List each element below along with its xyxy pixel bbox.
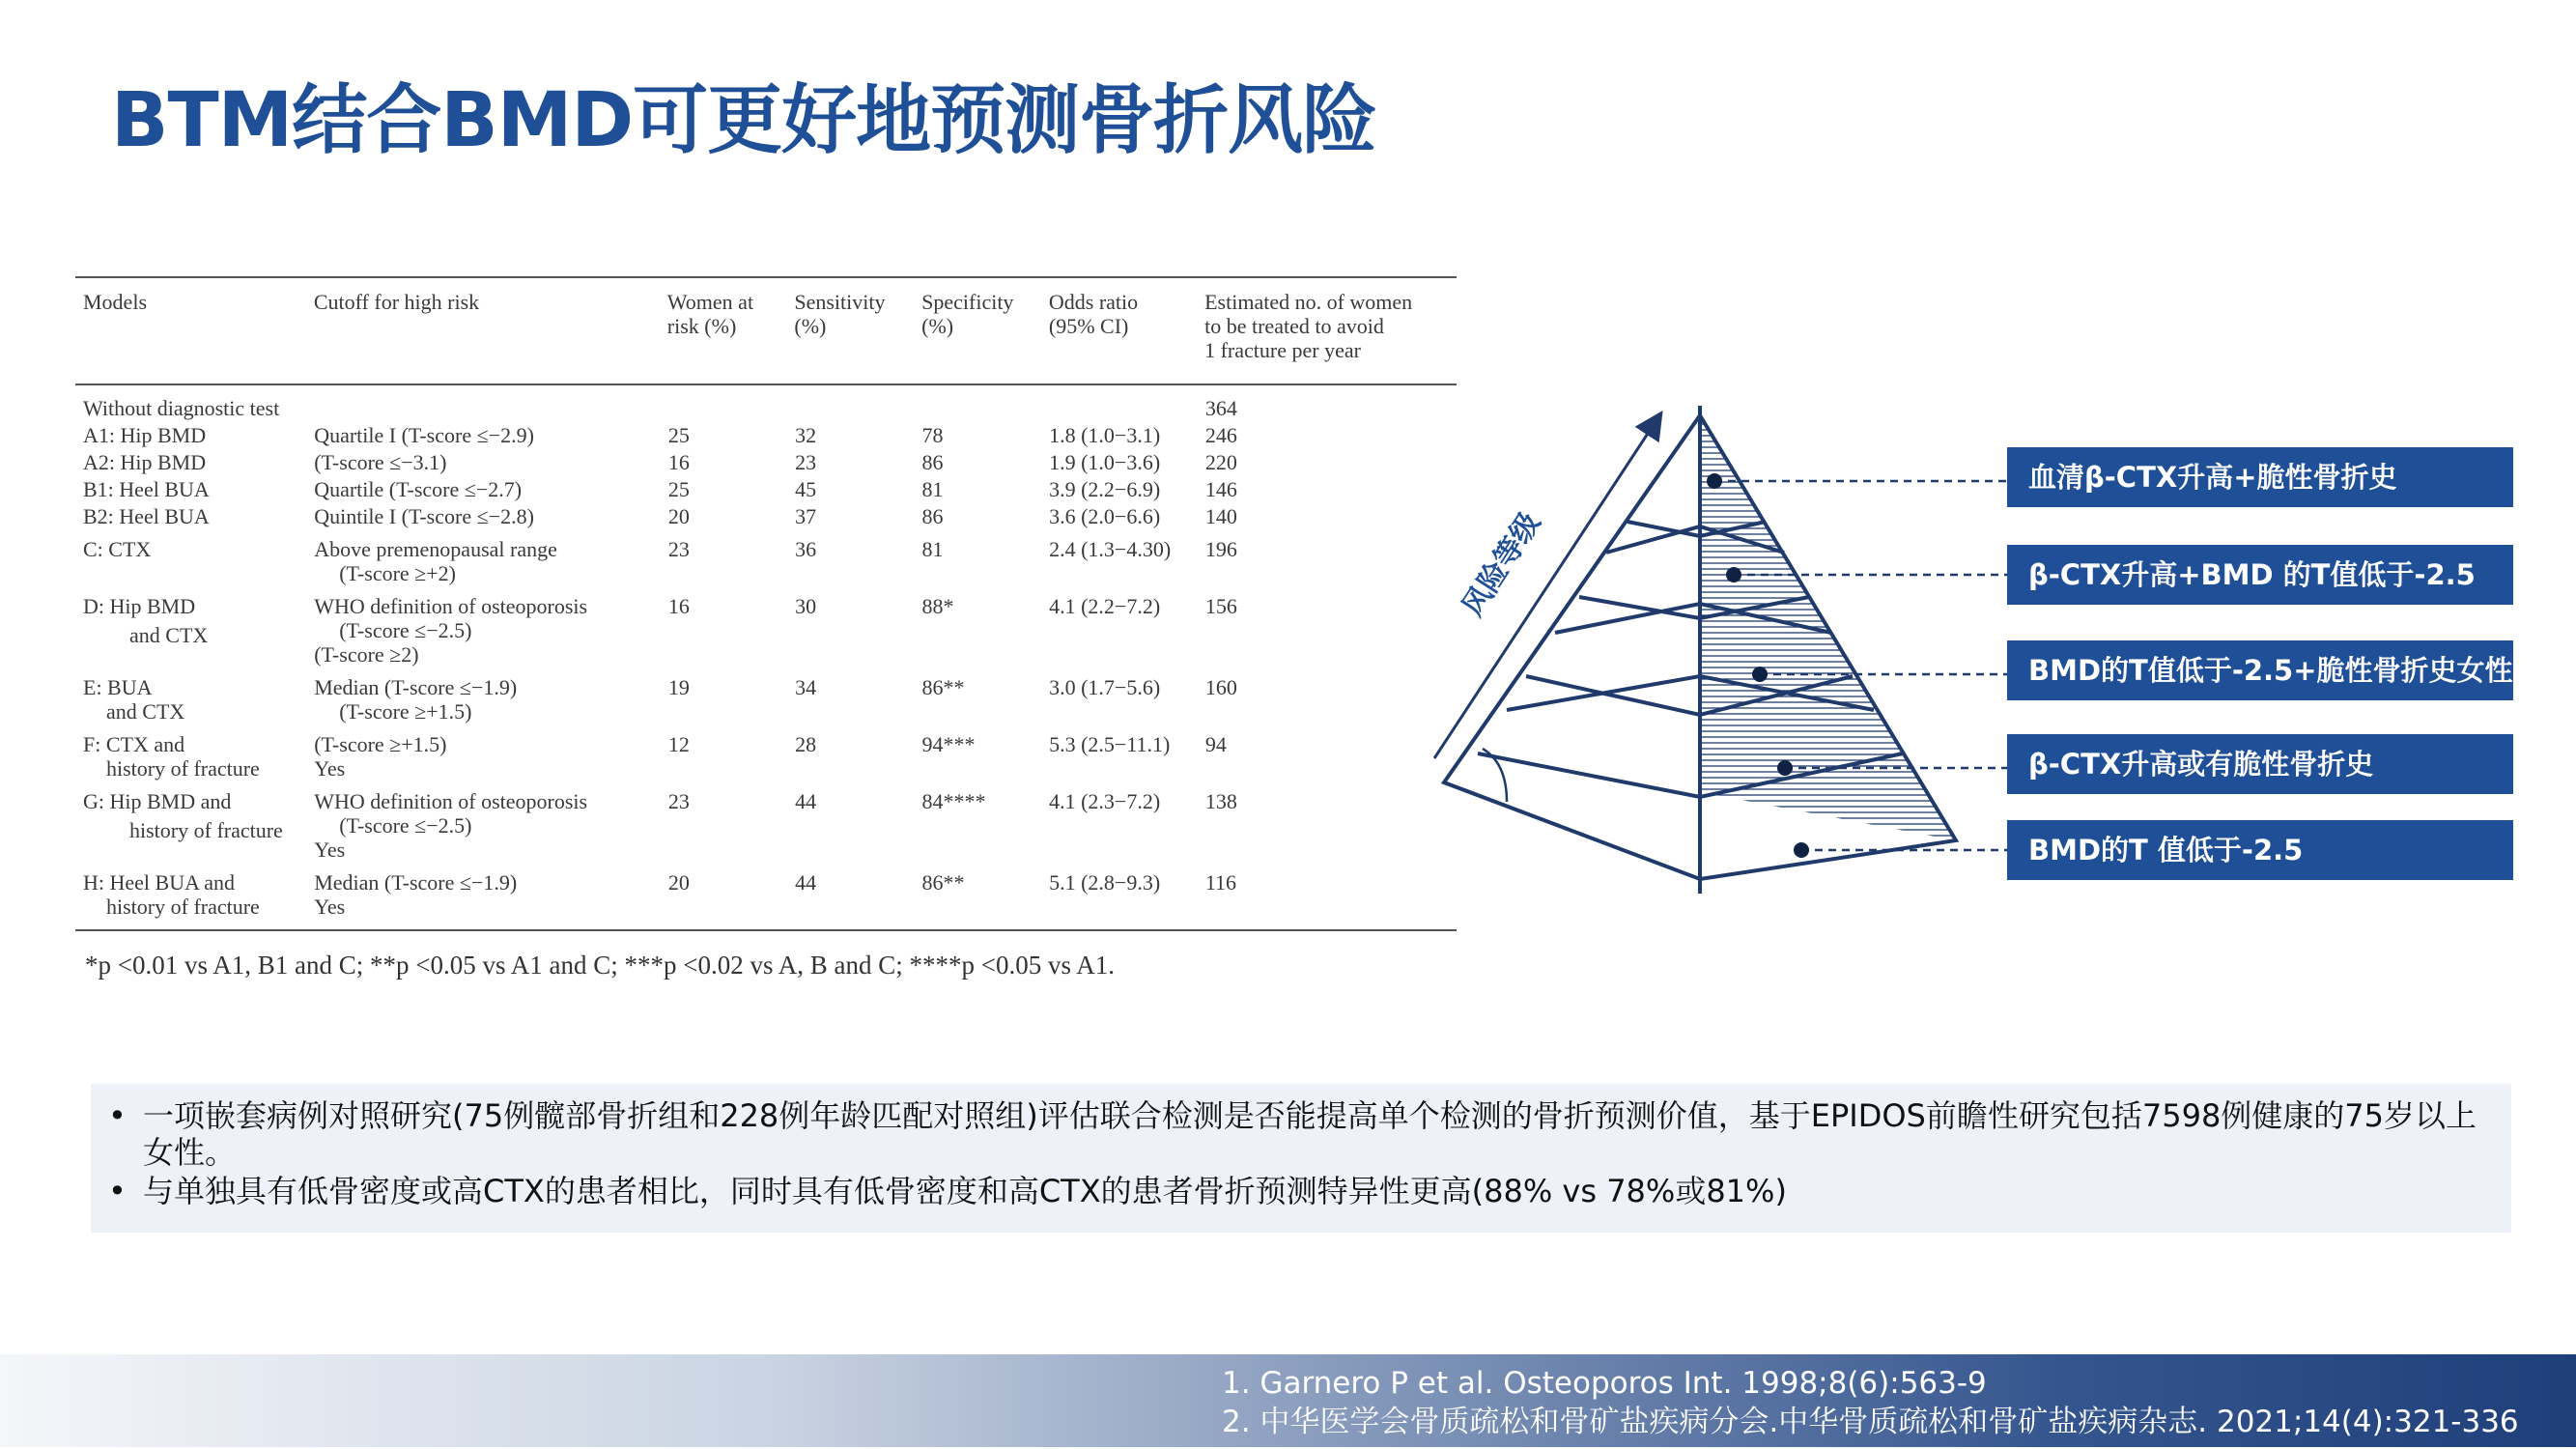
table-cell-nnt: 94: [1204, 732, 1227, 756]
cell-line: [83, 618, 106, 642]
table-cell-model: [75, 420, 314, 447]
table-cell-spec: 86: [921, 450, 944, 474]
table-cell-sens: 44: [795, 789, 817, 813]
level-label-5: BMD的T 值低于-2.5: [2007, 820, 2513, 880]
table-cell-spec: 78: [921, 423, 944, 447]
bullet-dot: •: [108, 1173, 127, 1209]
cell-line: [83, 813, 106, 838]
table-cell-sens: 44: [795, 870, 817, 895]
table-cell-cutoff: [314, 528, 668, 585]
table-cell-women: 23: [667, 537, 690, 561]
bullet-2-text: 与单独具有低骨密度或高CTX的患者相比，同时具有低骨密度和高CTX的患者骨折预测特异性更高(88% vs 78%或81%): [143, 1173, 1787, 1209]
header-line: Specificity: [921, 290, 1014, 314]
table-cell-or: 1.9 (1.0−3.6): [1049, 450, 1161, 474]
bullet-2: [108, 1173, 2494, 1209]
table-cell-nnt: 246: [1204, 423, 1237, 447]
table-cell-cutoff: [314, 420, 668, 447]
table-column-header: [75, 290, 314, 362]
bullet-1: [108, 1097, 2494, 1171]
cell-line: WHO definition of osteoporosis: [314, 789, 588, 813]
table-cell-spec: 84****: [921, 789, 986, 813]
table-cell-or: 5.3 (2.5−11.1): [1049, 732, 1171, 756]
table-cell-spec: 94***: [921, 732, 976, 756]
table-cell-or: 3.6 (2.0−6.6): [1049, 504, 1161, 528]
table-cell-or: 5.1 (2.8−9.3): [1049, 870, 1161, 895]
cell-line: and CTX: [106, 699, 185, 724]
table-cell-women: 25: [667, 423, 690, 447]
table-cell-spec: 81: [921, 477, 944, 501]
cell-line: F: CTX and: [83, 732, 185, 756]
table-cell-cutoff: [314, 724, 668, 781]
table-column-header: [1204, 290, 1457, 362]
table-cell-nnt: 140: [1204, 504, 1237, 528]
cell-line: Quartile I (T-score ≤−2.9): [314, 423, 534, 447]
level-label-1: 血清β-CTX升高+脆性骨折史: [2007, 447, 2513, 507]
without-test-value: 364: [1204, 396, 1237, 420]
cell-line: history of fracture: [129, 818, 283, 842]
cell-line: (T-score ≥2): [314, 642, 419, 667]
cell-line: B1: Heel BUA: [83, 477, 210, 501]
summary-box: [91, 1084, 2511, 1233]
level-label-3: BMD的T值低于-2.5+脆性骨折史女性: [2007, 640, 2513, 700]
header-line: Models: [83, 290, 147, 314]
table-cell-nnt: 196: [1204, 537, 1237, 561]
cell-line: history of fracture: [106, 895, 260, 919]
header-line: Women at: [666, 290, 754, 314]
table-cell-women: 20: [667, 870, 690, 895]
table-row: [75, 474, 1457, 501]
table-cell-model: [75, 667, 314, 724]
table-cell-spec: 86**: [921, 870, 965, 895]
cell-line: (T-score ≤−2.5): [339, 813, 472, 838]
level-dot-3: [1752, 667, 1768, 682]
cell-line: history of fracture: [106, 756, 260, 781]
cell-line: H: Heel BUA and: [83, 870, 236, 895]
table-cell-model: [75, 501, 314, 528]
header-line: Estimated no. of women: [1204, 290, 1413, 314]
table-cell-cutoff: [314, 474, 668, 501]
without-test-label: Without diagnostic test: [83, 396, 280, 420]
table-row: [75, 862, 1457, 919]
risk-pyramid-diagram: [1410, 386, 2009, 927]
table-row: [75, 724, 1457, 781]
cell-line: (T-score ≤−2.5): [339, 618, 472, 642]
header-line: 1 fracture per year: [1204, 338, 1361, 362]
cell-line: Median (T-score ≤−1.9): [314, 870, 518, 895]
table-cell-women: 23: [667, 789, 690, 813]
table-cell-cutoff: [314, 447, 668, 474]
level-dot-2: [1726, 567, 1741, 582]
table-cell-cutoff: [314, 585, 668, 667]
table-row: [75, 501, 1457, 528]
table-cell-women: 19: [667, 675, 690, 699]
table-body: [75, 396, 1457, 919]
table-column-header: [794, 290, 921, 362]
cell-line: Above premenopausal range: [314, 537, 557, 561]
page-title: BTM结合BMD可更好地预测骨折风险: [111, 77, 1377, 164]
table-cell-cutoff: [314, 667, 668, 724]
cell-line: A2: Hip BMD: [83, 450, 207, 474]
header-line: Sensitivity: [794, 290, 886, 314]
table-row: [75, 447, 1457, 474]
table-cell-or: 1.8 (1.0−3.1): [1049, 423, 1161, 447]
table-cell-nnt: 116: [1204, 870, 1237, 895]
cell-line: C: CTX: [83, 537, 152, 561]
cell-line: (T-score ≤−3.1): [314, 450, 447, 474]
level-label-4: β-CTX升高或有脆性骨折史: [2007, 734, 2513, 794]
table-top-rule: [75, 276, 1457, 278]
cell-line: Yes: [314, 756, 346, 781]
table-cell-sens: 37: [795, 504, 817, 528]
table-cell-cutoff: [314, 501, 668, 528]
risk-axis-label: 风险等级: [1456, 506, 1548, 623]
table-column-header: [667, 290, 795, 362]
table-cell-spec: 81: [921, 537, 944, 561]
table-cell-sens: 34: [795, 675, 817, 699]
table-cell-model: [75, 474, 314, 501]
table-cell-women: 20: [667, 504, 690, 528]
table-cell-women: 25: [667, 477, 690, 501]
table-cell-women: 12: [667, 732, 690, 756]
table-cell-spec: 86: [921, 504, 944, 528]
table-cell-nnt: 156: [1204, 594, 1237, 618]
bullet-1-text: 一项嵌套病例对照研究(75例髋部骨折组和228例年龄匹配对照组)评估联合检测是否能提高单个检测的骨折预测价值，基于EPIDOS前瞻性研究包括7598例健康的75岁以上女性。: [143, 1097, 2477, 1171]
header-line: (%): [921, 314, 954, 338]
header-line: Cutoff for high risk: [313, 290, 480, 314]
cell-line: and CTX: [129, 623, 209, 647]
header-line: (95% CI): [1048, 314, 1129, 338]
table-cell-spec: 86**: [921, 675, 965, 699]
table-column-header: [1049, 290, 1204, 362]
table-cell-nnt: 220: [1204, 450, 1237, 474]
table-cell-or: 3.9 (2.2−6.9): [1049, 477, 1161, 501]
level-dot-4: [1777, 760, 1793, 776]
table-cell-nnt: 160: [1204, 675, 1237, 699]
table-cell-nnt: 146: [1204, 477, 1237, 501]
table-row: [75, 781, 1457, 862]
table-cell-model: [75, 862, 314, 919]
header-line: to be treated to avoid: [1204, 314, 1384, 338]
cell-line: G: Hip BMD and: [83, 789, 232, 813]
table-cell-spec: 88*: [921, 594, 954, 618]
table-column-header: [314, 290, 667, 362]
table-cell-sens: 28: [795, 732, 817, 756]
table-cell-sens: 30: [795, 594, 817, 618]
table-cell-nnt: 138: [1204, 789, 1237, 813]
level-label-2: β-CTX升高+BMD 的T值低于-2.5: [2007, 545, 2513, 605]
bullet-dot: •: [108, 1097, 127, 1134]
table-cell-women: 16: [667, 594, 690, 618]
reference-2: 2. 中华医学会骨质疏松和骨矿盐疾病分会.中华骨质疏松和骨矿盐疾病杂志. 2021;14(4):321-336: [1222, 1405, 2519, 1439]
table-row: [75, 420, 1457, 447]
table-cell-model: [75, 781, 314, 862]
table-cell-sens: 45: [795, 477, 817, 501]
table-cell-model: [75, 585, 314, 667]
level-dot-1: [1707, 473, 1722, 489]
cell-line: A1: Hip BMD: [83, 423, 207, 447]
cell-line: WHO definition of osteoporosis: [314, 594, 588, 618]
table-cell-or: 3.0 (1.7−5.6): [1049, 675, 1161, 699]
table-cell-model: [75, 447, 314, 474]
header-line: risk (%): [666, 314, 737, 338]
table-header: [75, 290, 1457, 362]
cell-line: B2: Heel BUA: [83, 504, 210, 528]
table-cell-sens: 32: [795, 423, 817, 447]
cell-line: D: Hip BMD: [83, 594, 196, 618]
table-bottom-rule: [75, 929, 1457, 931]
table-cell-cutoff: [314, 781, 668, 862]
cell-line: Yes: [314, 838, 346, 862]
table-row: [75, 528, 1457, 585]
table-cell-or: 4.1 (2.3−7.2): [1049, 789, 1161, 813]
table-row: [75, 667, 1457, 724]
header-line: (%): [794, 314, 827, 338]
cell-line: (T-score ≥+2): [339, 561, 456, 585]
table-cell-or: 4.1 (2.2−7.2): [1049, 594, 1161, 618]
table-cell-or: 2.4 (1.3−4.30): [1049, 537, 1172, 561]
cell-line: E: BUA: [83, 675, 153, 699]
table-header-rule: [75, 384, 1457, 385]
reference-1: 1. Garnero P et al. Osteoporos Int. 1998;8(6):563-9: [1222, 1366, 1987, 1401]
table-cell-women: 16: [667, 450, 690, 474]
table-cell-model: [75, 528, 314, 585]
table-row: [75, 585, 1457, 667]
table-column-header: [921, 290, 1049, 362]
table-cell-model: [75, 724, 314, 781]
cell-line: (T-score ≥+1.5): [314, 732, 447, 756]
cell-line: Yes: [314, 895, 346, 919]
table-cell-sens: 36: [795, 537, 817, 561]
header-line: Odds ratio: [1048, 290, 1139, 314]
cell-line: Median (T-score ≤−1.9): [314, 675, 518, 699]
cell-line: Quintile I (T-score ≤−2.8): [314, 504, 534, 528]
table-footnote: *p <0.01 vs A1, B1 and C; **p <0.05 vs A1 and C; ***p <0.02 vs A, B and C; ****p <0.05 vs A1.: [85, 951, 1115, 980]
level-dot-5: [1794, 842, 1809, 858]
cell-line: (T-score ≥+1.5): [339, 699, 472, 724]
cell-line: Quartile (T-score ≤−2.7): [314, 477, 523, 501]
table-cell-cutoff: [314, 862, 668, 919]
table-row-without-test: [75, 396, 1457, 420]
table-cell-sens: 23: [795, 450, 817, 474]
